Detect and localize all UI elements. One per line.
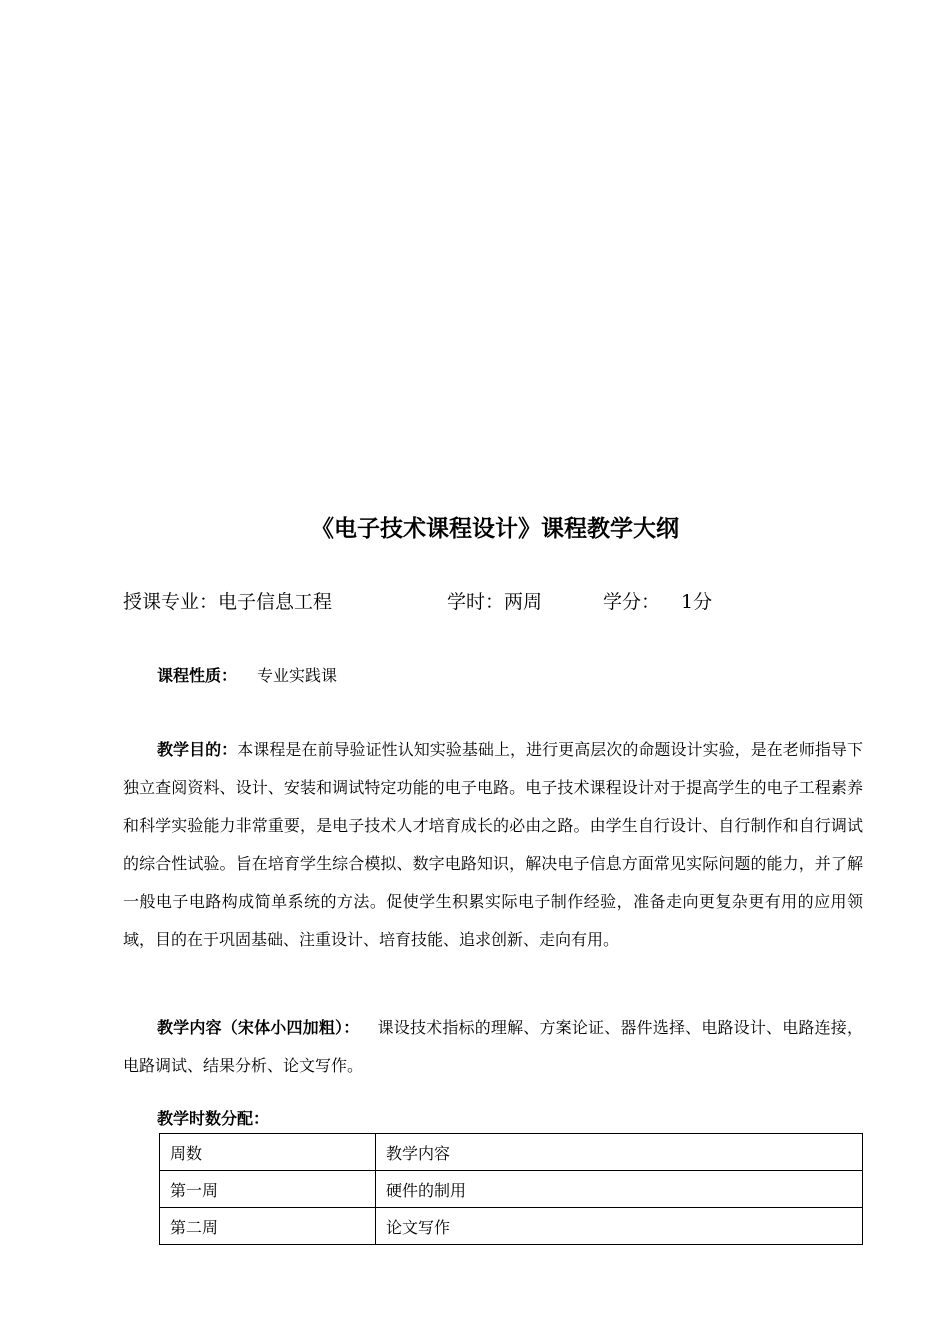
course-meta-line [0, 585, 950, 619]
teaching-content-paragraph [123, 1009, 863, 1085]
teaching-content-text: 课设技术指标的理解、方案论证、器件选择、电路设计、电路连接，电路调试、结果分析、论文写作。 [123, 1018, 863, 1075]
hours-allocation-title: 教学时数分配： [157, 1109, 270, 1128]
course-nature [157, 660, 337, 692]
major-text: 授课专业：电子信息工程 [123, 591, 333, 613]
hours-text: 学时：两周 [447, 591, 543, 613]
table-row [160, 1208, 863, 1245]
credits-value: 1分 [681, 591, 713, 613]
teaching-content-label: 教学内容（宋体小四加粗）： [157, 1018, 360, 1037]
table-cell: 论文写作 [376, 1208, 863, 1245]
table-header-cell: 周数 [160, 1134, 376, 1171]
table-row [160, 1171, 863, 1208]
table-cell: 硬件的制用 [376, 1171, 863, 1208]
course-nature-label: 课程性质： [157, 666, 238, 685]
table-header-cell: 教学内容 [376, 1134, 863, 1171]
table-header-row [160, 1134, 863, 1171]
teaching-purpose-paragraph [123, 731, 863, 959]
credits-label: 学分： [603, 591, 661, 613]
table-cell: 第一周 [160, 1171, 376, 1208]
course-nature-value: 专业实践课 [257, 666, 338, 685]
table-cell: 第二周 [160, 1208, 376, 1245]
teaching-purpose-text: 本课程是在前导验证性认知实验基础上，进行更高层次的命题设计实验，是在老师指导下独立查阅资料、设计、安装和调试特定功能的电子电路。电子技术课程设计对于提高学生的电子工程素养和科学实验能力非常重要，是电子技术人才培育成长的必由之路。由学生自行设计、自行制作和自行调试的综合性试验。旨在培育学生综合模拟、数字电路知识，解决电子信息方面常见实际问题的能力，并了解一般电子电路构成简单系统的方法。促使学生积累实际电子制作经验，准备走向更复杂更有用的应用领域，目的在于巩固基础、注重设计、培育技能、追求创新、走向有用。 [123, 740, 863, 949]
document-title: 《电子技术课程设计》课程教学大纲 [311, 516, 679, 542]
hours-allocation-table [159, 1133, 863, 1245]
teaching-purpose-label: 教学目的： [157, 740, 238, 759]
